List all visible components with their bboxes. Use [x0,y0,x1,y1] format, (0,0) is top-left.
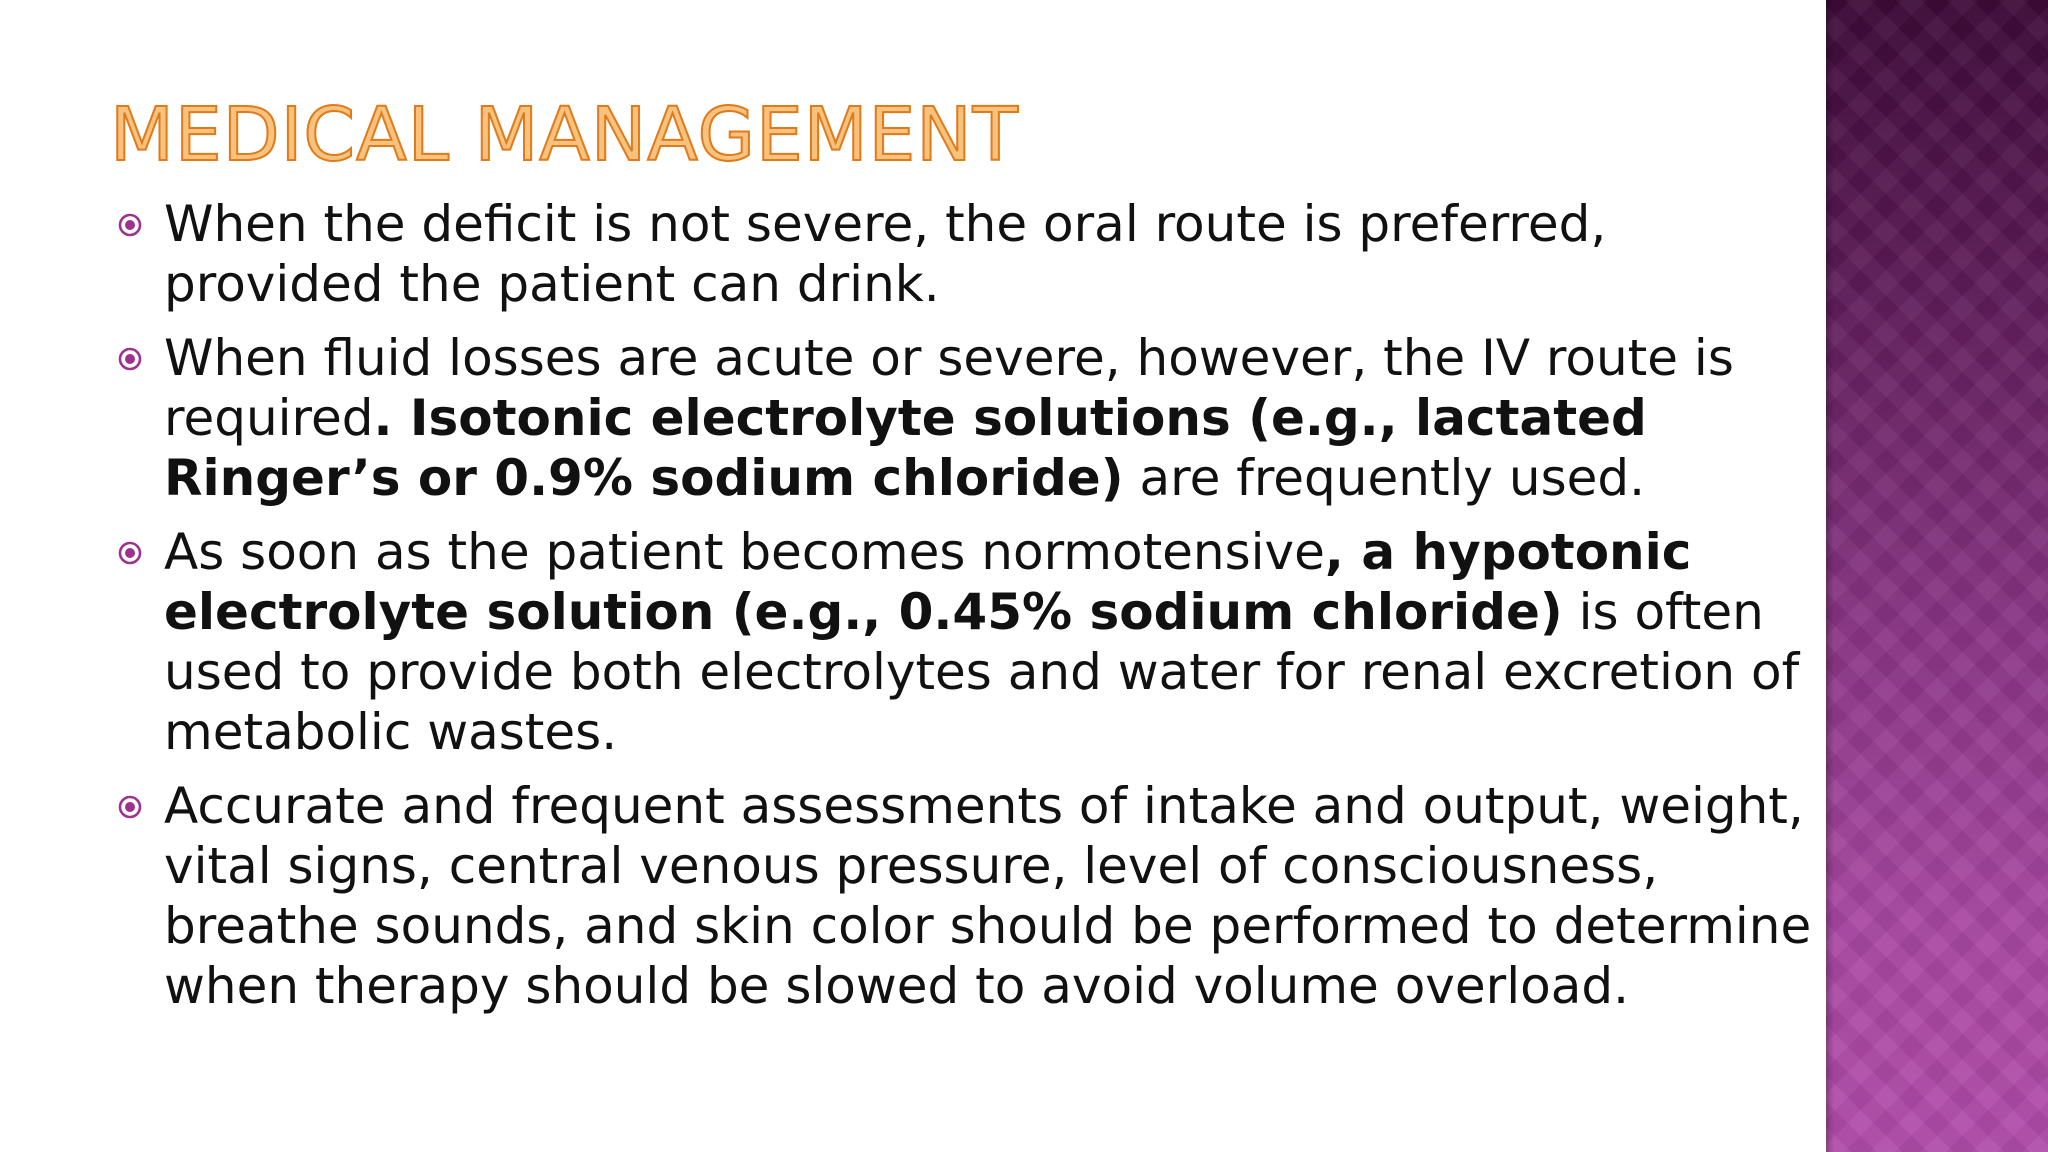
bullet-text: As soon as the patient becomes normotensive [164,523,1325,581]
circled-dot-icon [118,795,142,819]
bullet-item-2 [118,328,1818,508]
bullet-text-bold: , a hypotonic electrolyte solution (e.g., 0.45% sodium chloride) [164,523,1692,641]
slide-title: MEDICAL MANAGEMENT [110,92,1019,178]
circled-dot-icon [118,213,142,237]
bullet-item-4 [118,776,1818,1016]
decorative-side-band [1826,0,2048,1152]
bullet-text: is often used to provide both electrolytes and water for renal excretion of metabolic wastes. [164,583,1800,761]
bullet-text: When the deficit is not severe, the oral route is preferred, provided the patient can drink. [164,195,1607,313]
bullet-text: are frequently used. [1123,449,1646,507]
bullet-text: When fluid losses are acute or severe, however, the IV route is required [164,329,1734,447]
bullet-list [118,194,1818,1030]
bullet-item-1 [118,194,1818,314]
circled-dot-icon [118,541,142,565]
circled-dot-icon [118,347,142,371]
bullet-item-3 [118,522,1818,762]
bullet-text-bold: . Isotonic electrolyte solutions (e.g., lactated Ringer’s or 0.9% sodium chloride) [164,389,1647,507]
bullet-text: Accurate and frequent assessments of intake and output, weight, vital signs, central venous pressure, level of consciousness, breathe sounds, and skin color should be performed to determine when therapy should be slowed to avoid volume overload. [164,777,1812,1015]
